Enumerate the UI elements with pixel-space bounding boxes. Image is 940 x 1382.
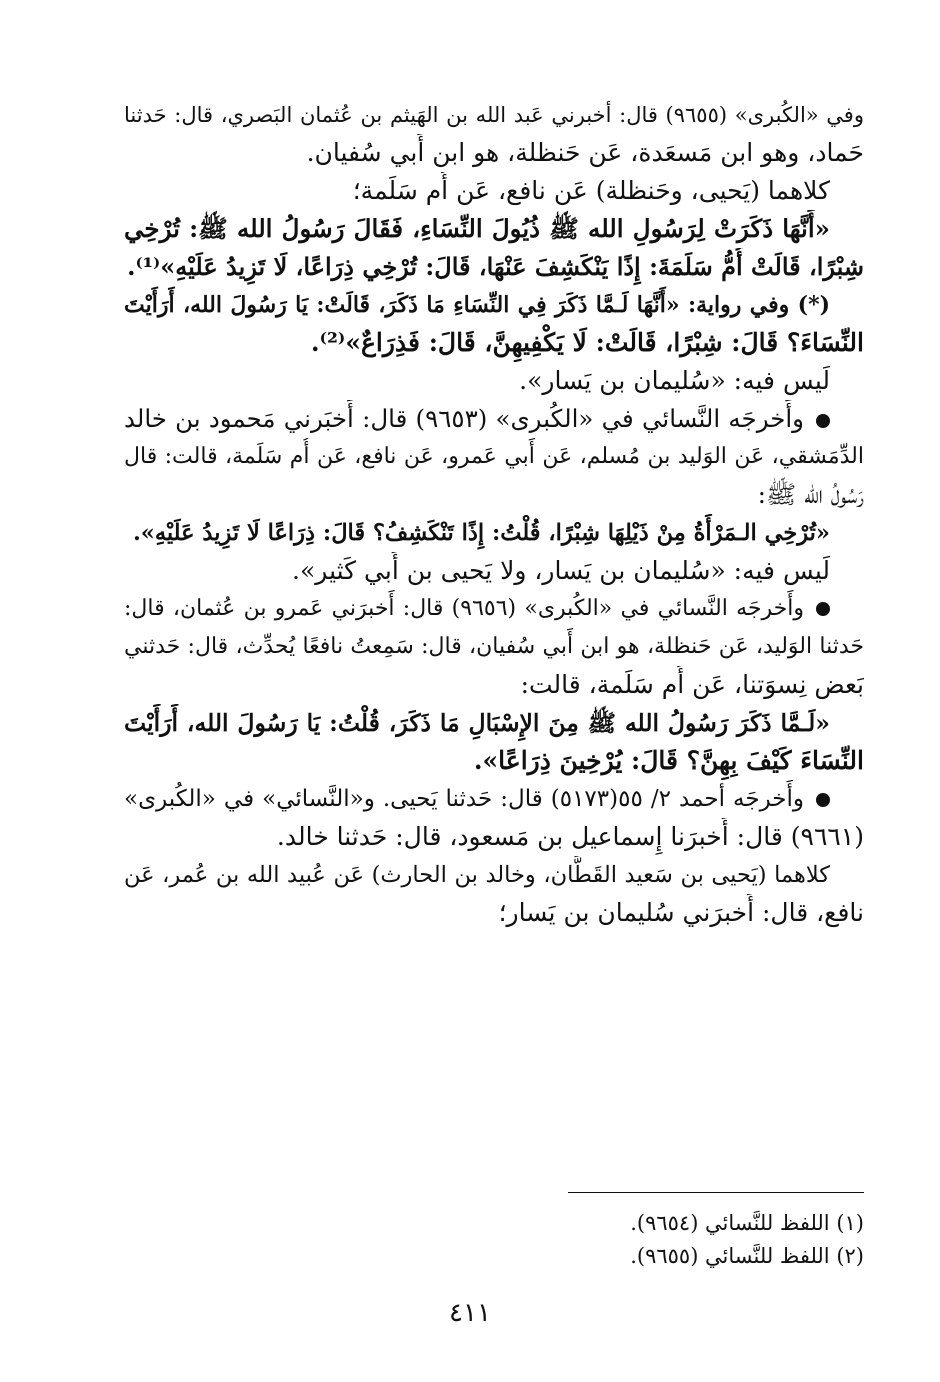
text-line: [124, 780, 864, 818]
footnote: (١) اللفظ للنَّسائي (٩٦٥٤).: [630, 1211, 864, 1235]
text-line: حَماد، وهو ابن مَسعَدة، عَن حَنظلة، هو ابن أَبي سُفيان.: [306, 138, 864, 167]
text-line: لَيس فيه: «سُليمان بن يَسار».: [519, 366, 830, 395]
text-span: وأَخرجَه النَّسائي في «الكُبرى» (٩٦٥٦) قال: أَخبرَني عَمرو بن عُثمان، قال:: [124, 596, 804, 621]
hadith-quote-line: «أَنَّهَا ذَكَرَتْ لِرَسُولِ الله ﷺ ذُيُولَ النِّسَاءِ، فَقَالَ رَسُولُ الله ﷺ: تُرْخِي: [124, 214, 830, 243]
hadith-quote-line: شِبْرًا، قَالَتْ أُمُّ سَلَمَةَ: إِذًا يَنْكَشِفَ عَنْهَا، قَالَ: تُرْخِي ذِرَاعًا، لَا تَزِيدُ عَلَيْهِ»⁽¹⁾.: [127, 252, 864, 281]
text-line: كلاهما (يَحيى، وحَنظلة) عَن نافع، عَن أُم سَلَمة؛: [352, 176, 830, 205]
bullet-icon: [816, 602, 830, 616]
text-line: بَعض نِسوَتنا، عَن أُم سَلَمة، قالت:: [520, 670, 864, 699]
text-line: الدِّمَشقي، عَن الوَليد بن مُسلم، عَن أَبي عَمرو، عَن نافع، عَن أُم سَلَمة، قالت: قال: [124, 444, 864, 469]
text-span: وأَخرجَه النَّسائي في «الكُبرى» (٩٦٥٣) قال: أَخبَرني مَحمود بن خالد: [124, 404, 804, 433]
bullet-icon: [816, 793, 830, 807]
text-line: نافع، قال: أَخبرَني سُليمان بن يَسار؛: [498, 898, 864, 927]
footnotes: [400, 1207, 864, 1273]
text-line: رَسُولُ الله ﷺ:: [757, 480, 864, 509]
hadith-quote-line: النِّسَاءَ كَيْفَ بِهِنَّ؟ قَالَ: يُرْخِينَ ذِرَاعًا».: [473, 746, 864, 775]
text-line: [124, 590, 864, 628]
footnote: (٢) اللفظ للنَّسائي (٩٦٥٥).: [630, 1244, 864, 1268]
bullet-icon: [816, 414, 830, 428]
text-line: وفي «الكُبرى» (٩٦٥٥) قال: أخبرني عَبد الله بن الهَيثم بن عُثمان البَصري، قال: حَدثنا: [124, 103, 864, 127]
text-line: حَدثنا الوَليد، عَن حَنظلة، هو ابن أَبي سُفيان، قال: سَمِعتُ نافعًا يُحدِّث، قال: حَدثني: [124, 634, 864, 659]
text-line: لَيس فيه: «سُليمان بن يَسار، ولا يَحيى بن أَبي كَثير».: [292, 556, 830, 585]
text-line: (٩٦٦١) قال: أَخبرَنا إِسماعيل بن مَسعود، قال: حَدثنا خالد.: [276, 822, 864, 851]
page-body: [124, 96, 864, 932]
hadith-quote-line: (*) وفي رواية: «أَنَّهَا لَـمَّا ذَكَرَ فِي النِّسَاءِ مَا ذَكَرَ، قَالَتْ: يَا رَسُولَ الله، أَرَأَيْتَ: [124, 292, 830, 318]
footnote-divider: [568, 1192, 864, 1193]
text-line: [124, 400, 864, 438]
hadith-quote-line: «تُرْخِي الـمَرْأَةُ مِنْ ذَيْلِهَا شِبْرًا، قُلْتُ: إِذًا تَنْكَشِفُ؟ قَالَ: ذِرَاعًا لَا تَزِيدُ عَلَيْهِ».: [132, 520, 830, 546]
page-number: ٤١١: [449, 1298, 491, 1328]
hadith-quote-line: النِّسَاءَ؟ قَالَ: شِبْرًا، قَالَتْ: لَا يَكْفِيهِنَّ، قَالَ: فَذِرَاعٌ»⁽²⁾.: [310, 328, 864, 357]
text-span: وأَخرجَه أحمد ٢/ ٥٥(٥١٧٣) قال: حَدثنا يَحيى. و«النَّسائي» في «الكُبرى»: [124, 786, 805, 812]
text-line: كلاهما (يَحيى بن سَعيد القَطَّان، وخالد بن الحارث) عَن عُبيد الله بن عُمر، عَن: [124, 862, 830, 888]
hadith-quote-line: «لَـمَّا ذَكَرَ رَسُولُ الله ﷺ مِنَ الإِسْبَالِ مَا ذَكَرَ، قُلْتُ: يَا رَسُولَ الله، أَرَأَيْتَ: [124, 709, 830, 737]
